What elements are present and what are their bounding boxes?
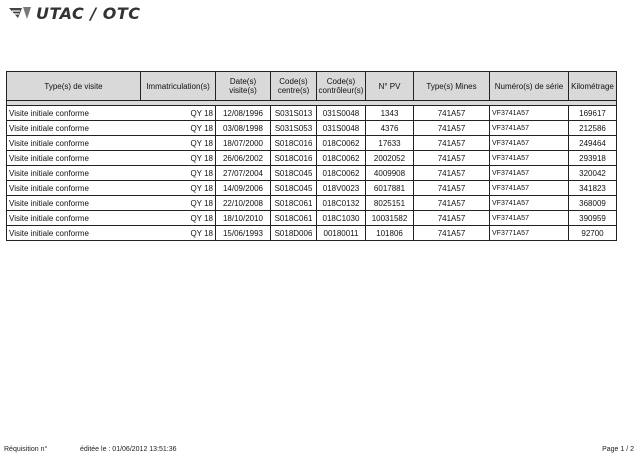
cell-mileage: 390959: [569, 211, 617, 226]
cell-inspector-code: 00180011: [317, 226, 366, 241]
cell-visit-date: 12/08/1996: [216, 106, 271, 121]
cell-serial-number: VF3741A57: [490, 211, 569, 226]
cell-serial-number: VF3741A57: [490, 136, 569, 151]
column-header-inspector-code: Code(s) contrôleur(s): [317, 72, 366, 101]
cell-mines-type: 741A57: [414, 211, 490, 226]
cell-registration: QY 18: [141, 196, 216, 211]
cell-inspector-code: 018V0023: [317, 181, 366, 196]
cell-mileage: 212586: [569, 121, 617, 136]
cell-centre-code: S018D006: [271, 226, 317, 241]
cell-registration: QY 18: [141, 166, 216, 181]
cell-mileage: 320042: [569, 166, 617, 181]
cell-inspector-code: 018C0132: [317, 196, 366, 211]
cell-registration: QY 18: [141, 151, 216, 166]
cell-registration: QY 18: [141, 181, 216, 196]
table-row: [7, 151, 617, 166]
cell-mines-type: 741A57: [414, 106, 490, 121]
cell-visit-date: 18/07/2000: [216, 136, 271, 151]
table-row: [7, 196, 617, 211]
cell-serial-number: VF3741A57: [490, 151, 569, 166]
cell-pv-number: 4376: [366, 121, 414, 136]
cell-pv-number: 101806: [366, 226, 414, 241]
cell-registration: QY 18: [141, 136, 216, 151]
cell-mileage: 293918: [569, 151, 617, 166]
cell-registration: QY 18: [141, 226, 216, 241]
cell-inspector-code: 018C1030: [317, 211, 366, 226]
cell-serial-number: VF3771A57: [490, 226, 569, 241]
table-row: [7, 121, 617, 136]
cell-mines-type: 741A57: [414, 121, 490, 136]
cell-pv-number: 6017881: [366, 181, 414, 196]
cell-pv-number: 2002052: [366, 151, 414, 166]
cell-visit-type: Visite initiale conforme: [7, 181, 141, 196]
cell-serial-number: VF3741A57: [490, 181, 569, 196]
cell-pv-number: 17633: [366, 136, 414, 151]
cell-pv-number: 4009908: [366, 166, 414, 181]
cell-pv-number: 10031582: [366, 211, 414, 226]
cell-inspector-code: 031S0048: [317, 121, 366, 136]
cell-mines-type: 741A57: [414, 151, 490, 166]
cell-mines-type: 741A57: [414, 136, 490, 151]
cell-visit-type: Visite initiale conforme: [7, 121, 141, 136]
cell-registration: QY 18: [141, 121, 216, 136]
cell-visit-date: 22/10/2008: [216, 196, 271, 211]
cell-mines-type: 741A57: [414, 166, 490, 181]
cell-centre-code: S018C016: [271, 151, 317, 166]
cell-registration: QY 18: [141, 211, 216, 226]
column-header-registration: Immatriculation(s): [141, 72, 216, 101]
cell-mileage: 169617: [569, 106, 617, 121]
cell-mines-type: 741A57: [414, 181, 490, 196]
cell-serial-number: VF3741A57: [490, 196, 569, 211]
cell-visit-date: 03/08/1998: [216, 121, 271, 136]
cell-visit-date: 14/09/2006: [216, 181, 271, 196]
cell-visit-type: Visite initiale conforme: [7, 106, 141, 121]
cell-inspector-code: 031S0048: [317, 106, 366, 121]
column-header-visit-date: Date(s) visite(s): [216, 72, 271, 101]
cell-visit-date: 26/06/2002: [216, 151, 271, 166]
cell-centre-code: S018C045: [271, 181, 317, 196]
cell-inspector-code: 018C0062: [317, 166, 366, 181]
cell-centre-code: S018C061: [271, 196, 317, 211]
cell-centre-code: S018C045: [271, 166, 317, 181]
cell-pv-number: 1343: [366, 106, 414, 121]
cell-visit-type: Visite initiale conforme: [7, 211, 141, 226]
cell-mileage: 341823: [569, 181, 617, 196]
cell-pv-number: 8025151: [366, 196, 414, 211]
cell-inspector-code: 018C0062: [317, 136, 366, 151]
vehicle-inspection-table: [6, 71, 617, 241]
column-header-visit-type: Type(s) de visite: [7, 72, 141, 101]
table-row: [7, 181, 617, 196]
cell-visit-date: 18/10/2010: [216, 211, 271, 226]
cell-centre-code: S018C016: [271, 136, 317, 151]
column-header-serial-number: Numéro(s) de série: [490, 72, 569, 101]
table-row: [7, 211, 617, 226]
cell-mileage: 249464: [569, 136, 617, 151]
cell-visit-type: Visite initiale conforme: [7, 166, 141, 181]
cell-visit-date: 27/07/2004: [216, 166, 271, 181]
utac-otc-logo: [8, 4, 141, 22]
cell-visit-type: Visite initiale conforme: [7, 136, 141, 151]
cell-serial-number: VF3741A57: [490, 121, 569, 136]
page-number: Page 1 / 2: [602, 446, 634, 453]
logo-text: UTAC / OTC: [36, 3, 141, 23]
edition-date: éditée le : 01/06/2012 13:51:36: [80, 446, 177, 453]
cell-visit-type: Visite initiale conforme: [7, 151, 141, 166]
cell-visit-type: Visite initiale conforme: [7, 226, 141, 241]
cell-visit-date: 15/06/1993: [216, 226, 271, 241]
table-row: [7, 106, 617, 121]
table-header-row: [7, 72, 617, 101]
cell-serial-number: VF3741A57: [490, 166, 569, 181]
cell-registration: QY 18: [141, 106, 216, 121]
column-header-mileage: Kilométrage: [569, 72, 617, 101]
cell-serial-number: VF3741A57: [490, 106, 569, 121]
cell-centre-code: S018C061: [271, 211, 317, 226]
column-header-pv-number: N° PV: [366, 72, 414, 101]
table-row: [7, 136, 617, 151]
cell-centre-code: S031S013: [271, 106, 317, 121]
cell-centre-code: S031S053: [271, 121, 317, 136]
table-row: [7, 166, 617, 181]
table-row: [7, 226, 617, 241]
utac-wing-logo-icon: [8, 5, 32, 21]
cell-mines-type: 741A57: [414, 226, 490, 241]
column-header-mines-type: Type(s) Mines: [414, 72, 490, 101]
cell-visit-type: Visite initiale conforme: [7, 196, 141, 211]
cell-mileage: 368009: [569, 196, 617, 211]
cell-mileage: 92700: [569, 226, 617, 241]
requisition-label: Réquisition n°: [4, 446, 48, 453]
cell-inspector-code: 018C0062: [317, 151, 366, 166]
column-header-centre-code: Code(s) centre(s): [271, 72, 317, 101]
cell-mines-type: 741A57: [414, 196, 490, 211]
